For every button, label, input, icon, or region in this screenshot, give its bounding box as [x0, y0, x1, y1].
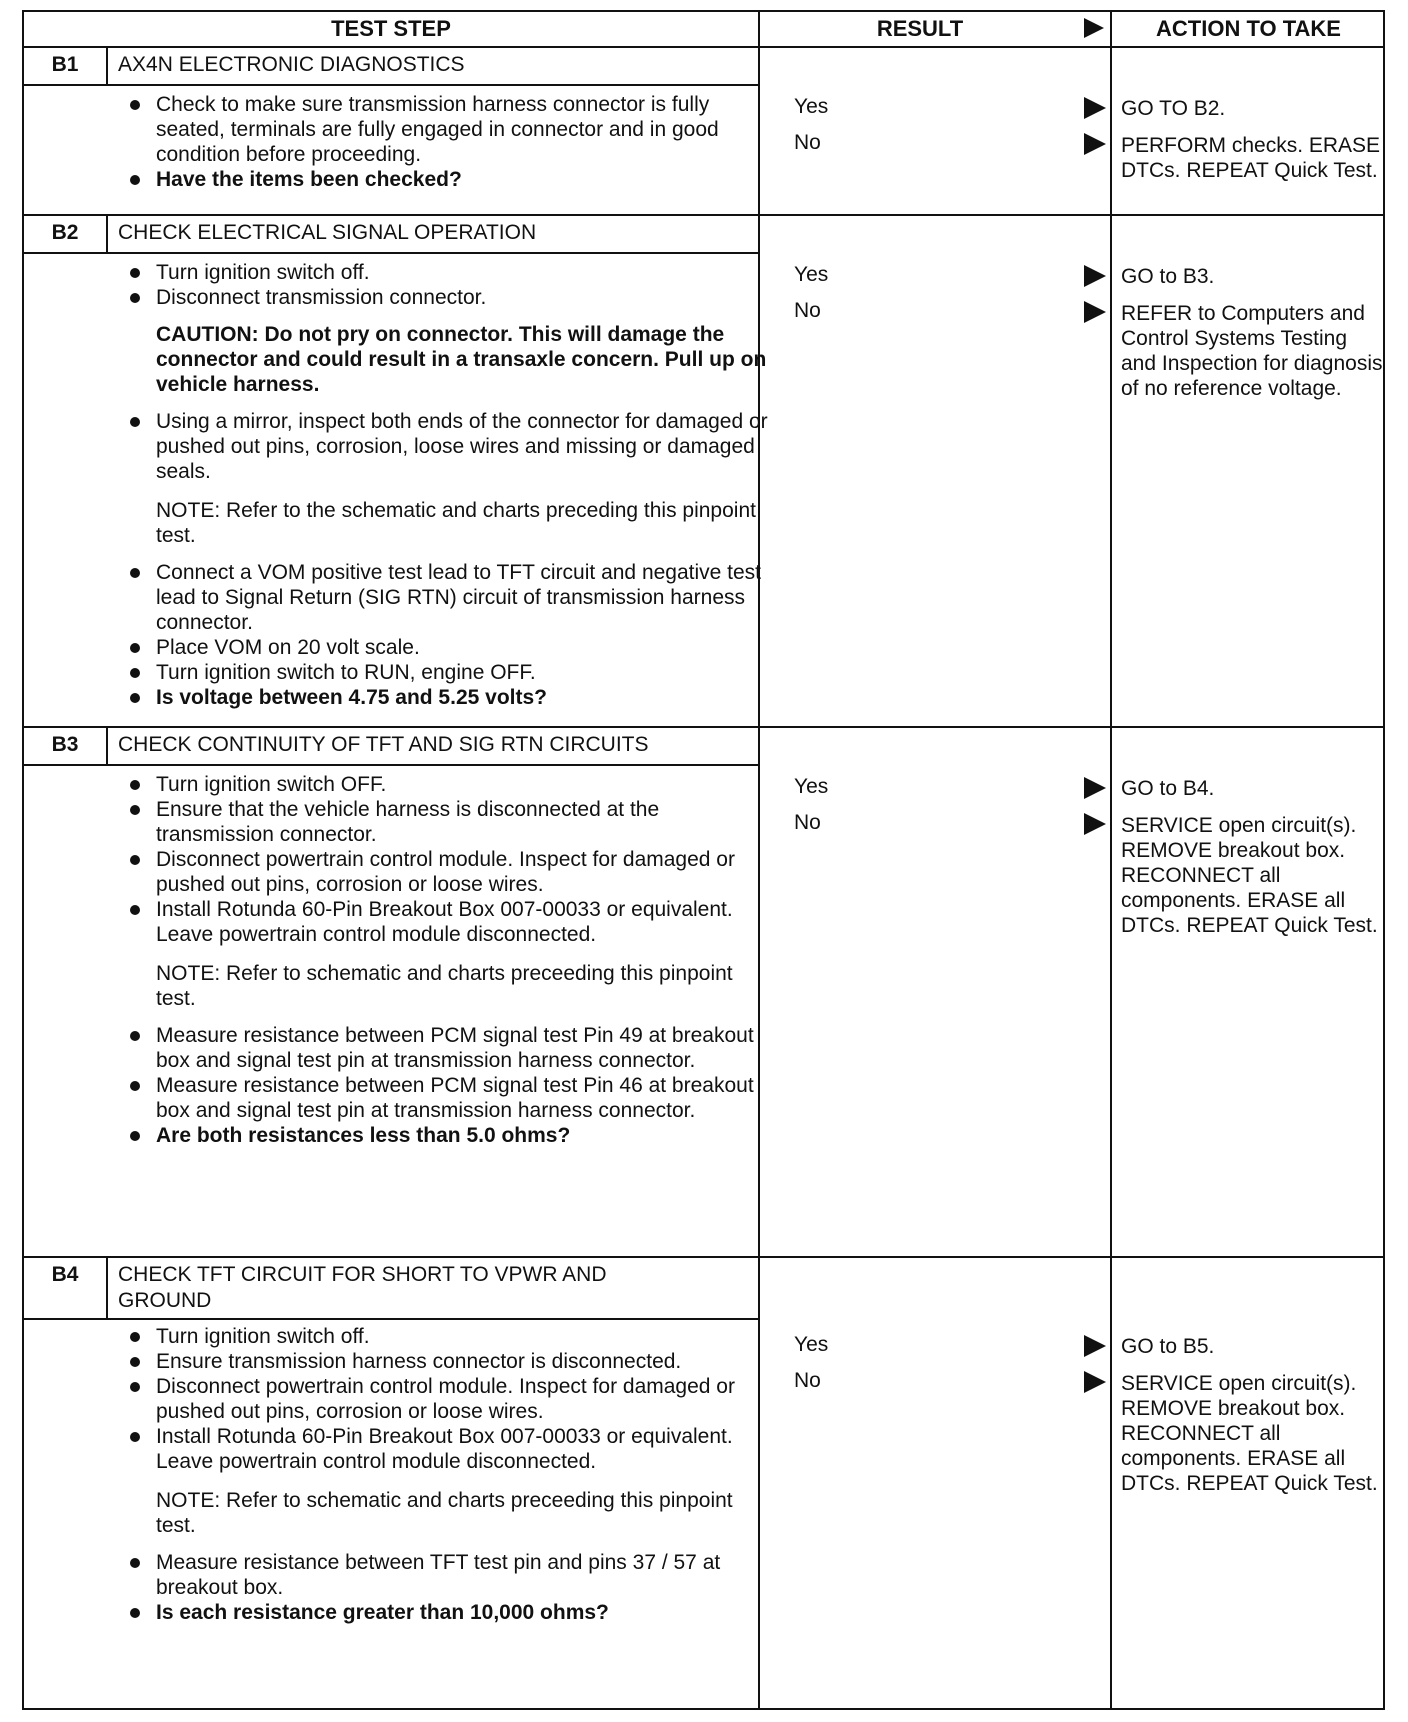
header-test-step: TEST STEP — [331, 16, 451, 41]
bullet-icon — [130, 568, 140, 578]
divider — [106, 216, 108, 254]
step-id: B4 — [51, 1263, 79, 1286]
arrow-right-icon — [1084, 97, 1106, 119]
section-divider — [24, 726, 1383, 728]
header-action: ACTION TO TAKE — [1156, 16, 1341, 41]
bullet-icon — [130, 905, 140, 915]
action-cell — [1121, 1334, 1387, 1508]
list-item: Turn ignition switch off. — [118, 260, 768, 285]
arrow-right-icon — [1084, 1371, 1106, 1393]
action-no: SERVICE open circuit(s). REMOVE breakout box. RECONNECT all components. ERASE all DTCs. REPEAT Quick Test. — [1121, 814, 1378, 937]
note-text: NOTE: Refer to schematic and charts preceeding this pinpoint test. — [156, 962, 733, 1010]
step-title: CHECK ELECTRICAL SIGNAL OPERATION — [118, 221, 537, 244]
action-yes: GO to B4. — [1121, 777, 1215, 800]
caution-text: CAUTION: Do not pry on connector. This will damage the connector and could result in a transaxle concern. Pull up on vehicle harness. — [156, 323, 767, 396]
pinpoint-test-table — [22, 10, 1385, 1710]
action-no: SERVICE open circuit(s). REMOVE breakout box. RECONNECT all components. ERASE all DTCs. REPEAT Quick Test. — [1121, 1372, 1378, 1495]
result-no: No — [794, 128, 1094, 164]
bullet-icon — [130, 293, 140, 303]
list-item: Ensure that the vehicle harness is disconnected at the transmission connector. — [118, 797, 768, 847]
action-no: REFER to Computers and Control Systems Testing and Inspection for diagnosis of no reference voltage. — [1121, 302, 1383, 400]
bullet-icon — [130, 1432, 140, 1442]
list-item: Install Rotunda 60-Pin Breakout Box 007-00033 or equivalent. Leave powertrain control module disconnected. — [118, 897, 768, 947]
bullet-icon — [130, 100, 140, 110]
bullet-icon — [130, 668, 140, 678]
step-title: AX4N ELECTRONIC DIAGNOSTICS — [118, 53, 465, 76]
action-yes: GO to B5. — [1121, 1335, 1215, 1358]
step-list — [118, 772, 768, 1148]
list-item: Is each resistance greater than 10,000 ohms? — [118, 1600, 768, 1625]
bullet-icon — [130, 805, 140, 815]
bullet-icon — [130, 693, 140, 703]
bullet-icon — [130, 1031, 140, 1041]
step-title: CHECK TFT CIRCUIT FOR SHORT TO VPWR AND GROUND — [118, 1263, 607, 1312]
divider — [24, 252, 758, 254]
result-no: No — [794, 1366, 1094, 1402]
list-item: Measure resistance between PCM signal test Pin 49 at breakout box and signal test pin at transmission harness connector. — [118, 1023, 768, 1073]
list-item: Measure resistance between TFT test pin and pins 37 / 57 at breakout box. — [118, 1550, 768, 1600]
list-item: Disconnect powertrain control module. Inspect for damaged or pushed out pins, corrosion or loose wires. — [118, 1374, 768, 1424]
arrow-right-icon — [1084, 301, 1106, 323]
list-item: Connect a VOM positive test lead to TFT circuit and negative test lead to Signal Return (SIG RTN) circuit of transmission harness connector. — [118, 560, 768, 635]
result-no: No — [794, 808, 1094, 844]
section-divider — [24, 1256, 1383, 1258]
list-item: Ensure transmission harness connector is disconnected. — [118, 1349, 768, 1374]
arrow-right-icon — [1084, 1335, 1106, 1357]
result-yes: Yes — [794, 260, 1094, 296]
table-header — [24, 12, 1383, 48]
result-no: No — [794, 296, 1094, 332]
list-item: Turn ignition switch OFF. — [118, 772, 768, 797]
bullet-icon — [130, 855, 140, 865]
bullet-icon — [130, 1332, 140, 1342]
list-item: Measure resistance between PCM signal test Pin 46 at breakout box and signal test pin at transmission harness connector. — [118, 1073, 768, 1123]
action-yes: GO TO B2. — [1121, 97, 1226, 120]
note-text: NOTE: Refer to the schematic and charts preceding this pinpoint test. — [156, 499, 756, 547]
step-list — [118, 92, 768, 192]
bullet-icon — [130, 1131, 140, 1141]
list-item: Turn ignition switch off. — [118, 1324, 768, 1349]
step-list — [118, 260, 768, 710]
divider-action-column — [1110, 12, 1112, 1708]
step-id: B2 — [51, 221, 79, 244]
bullet-icon — [130, 643, 140, 653]
list-item: Using a mirror, inspect both ends of the connector for damaged or pushed out pins, corrosion, loose wires and missing or damaged seals. — [118, 409, 768, 484]
action-yes: GO to B3. — [1121, 265, 1215, 288]
divider — [106, 728, 108, 766]
result-yes: Yes — [794, 772, 1094, 808]
step-title: CHECK CONTINUITY OF TFT AND SIG RTN CIRCUITS — [118, 733, 649, 756]
bullet-icon — [130, 1081, 140, 1091]
action-cell — [1121, 264, 1387, 413]
bullet-icon — [130, 780, 140, 790]
result-yes: Yes — [794, 1330, 1094, 1366]
bullet-icon — [130, 1608, 140, 1618]
divider — [24, 1318, 758, 1320]
bullet-icon — [130, 1558, 140, 1568]
bullet-icon — [130, 417, 140, 427]
section-divider — [24, 214, 1383, 216]
action-cell — [1121, 776, 1387, 950]
list-item: Disconnect powertrain control module. Inspect for damaged or pushed out pins, corrosion or loose wires. — [118, 847, 768, 897]
list-item: Check to make sure transmission harness connector is fully seated, terminals are fully engaged in connector and in good condition before proceeding. — [118, 92, 768, 167]
result-yes: Yes — [794, 92, 1094, 128]
bullet-icon — [130, 1357, 140, 1367]
divider — [106, 48, 108, 86]
step-id: B1 — [51, 53, 79, 76]
header-arrow-icon — [1084, 18, 1104, 38]
action-no: PERFORM checks. ERASE DTCs. REPEAT Quick Test. — [1121, 134, 1381, 182]
note-text: NOTE: Refer to schematic and charts preceeding this pinpoint test. — [156, 1489, 733, 1537]
list-item: Are both resistances less than 5.0 ohms? — [118, 1123, 768, 1148]
bullet-icon — [130, 268, 140, 278]
list-item: Place VOM on 20 volt scale. — [118, 635, 768, 660]
divider — [106, 1258, 108, 1320]
list-item: Install Rotunda 60-Pin Breakout Box 007-00033 or equivalent. Leave powertrain control module disconnected. — [118, 1424, 768, 1474]
arrow-right-icon — [1084, 265, 1106, 287]
arrow-right-icon — [1084, 777, 1106, 799]
step-id: B3 — [51, 733, 79, 756]
list-item: Is voltage between 4.75 and 5.25 volts? — [118, 685, 768, 710]
header-result: RESULT — [876, 16, 964, 41]
list-item: Disconnect transmission connector. — [118, 285, 768, 310]
arrow-right-icon — [1084, 813, 1106, 835]
bullet-icon — [130, 1382, 140, 1392]
bullet-icon — [130, 175, 140, 185]
arrow-right-icon — [1084, 133, 1106, 155]
step-list — [118, 1324, 768, 1625]
divider — [24, 84, 758, 86]
list-item: Turn ignition switch to RUN, engine OFF. — [118, 660, 768, 685]
action-cell — [1121, 96, 1387, 195]
list-item: Have the items been checked? — [118, 167, 768, 192]
divider — [24, 764, 758, 766]
